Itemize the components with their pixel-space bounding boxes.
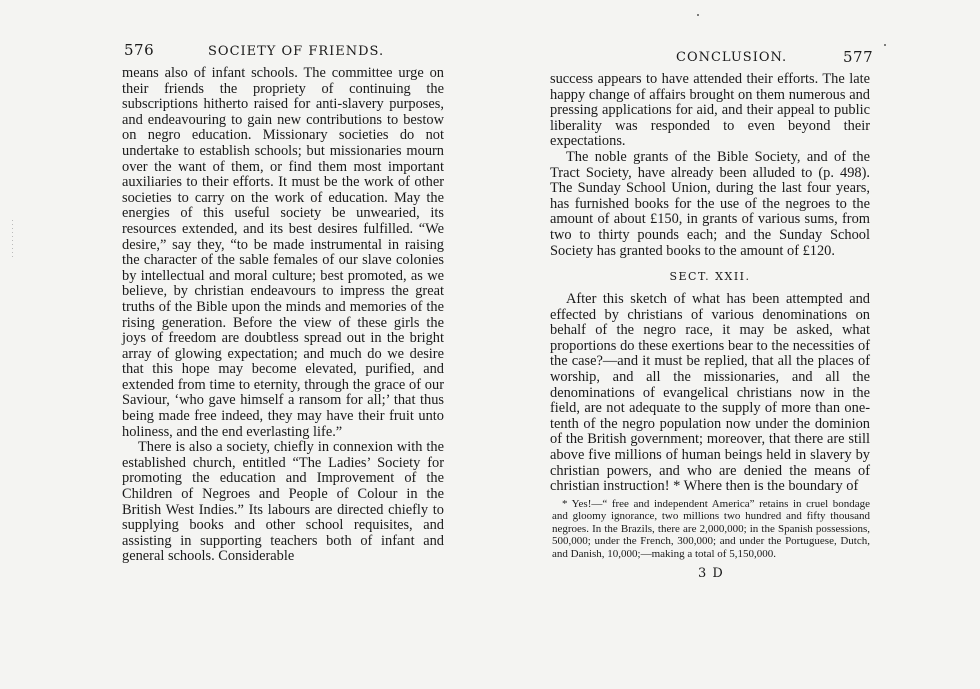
left-paragraph-2: There is also a society, chiefly in connexion with the established church, entitled “The Ladies’ Society for promoting the education and Improvement of the Children of Negroes and People of Colour in the British West Indies.” Its labours are directed chiefly to supplying books and other school requisites, and assisting in supporting teachers both of infant and general schools. Considerable [122, 439, 444, 565]
left-paragraph-1: means also of infant schools. The committee urge on their friends the propriety of continuing the subscriptions hitherto raised for anti-slavery purposes, and endeavouring to gain new contributions to bestow on negro education. Missionary societies do not undertake to establish schools; but missionaries mourn over the want of them, or find them most important auxiliaries to their efforts. It must be the work of other societies to carry on the work of education. May the energies of this useful society be unwearied, its resources extended, and its best desires fulfilled. “We desire,” say they, “to be made instrumental in raising the character of the sable females of our slave colonies by intellectual and moral culture; best promoted, as we believe, by christian endeavours to impress the great truths of the Bible upon the minds and memories of the rising generation. Before the view of these girls the joys of freedom are doubtless spread out in the bright array of glowing expectation; and much do we desire that this hope may become elevated, purified, and extended from time to eternity, through the grace of our Saviour, ‘who gave himself a ransom for all;’ that thus being made free indeed, they may have their fruit unto holiness, and the end everlasting life.” [122, 65, 444, 440]
section-title: SECT. XXII. [669, 270, 751, 283]
right-running-head: CONCLUSION. [676, 50, 788, 65]
signature-mark: 3 D [698, 566, 724, 581]
right-top-text [550, 72, 870, 259]
right-paragraph-1: success appears to have attended their efforts. The late happy change of affairs brought on them numerous and pressing applications for aid, and their appeal to public liberality was responded to even beyond their expectations. [550, 71, 870, 150]
right-page [490, 0, 980, 689]
right-paragraph-2: The noble grants of the Bible Society, and of the Tract Society, have already been alluded to (p. 498). The Sunday School Union, during the last four years, has furnished books for the use of the negroes to the amount of about £150, in grants of various sums, from two to thirty pounds each; and the Sunday School Society has granted books to the amount of £120. [550, 148, 870, 259]
right-paragraph-3: After this sketch of what has been attempted and effected by christians of various denominations on behalf of the negro race, it may be asked, what proportions do these exertions bear to the necessities of the case?—and it must be replied, that all the places of worship, and all the missionaries, and all the denominations of evangelical christians now in the field, are not adequate to the supply of more than one-tenth of the negro population now under the dominion of the British government; moreover, that there are still above five millions of human beings held in slavery by christian powers, and who are denied the means of christian instruction! * Where then is the boundary of [550, 291, 870, 495]
speck-mark [884, 44, 886, 46]
footnote: * Yes!—“ free and independent America” retains in cruel bondage and gloomy ignorance, two millions two hundred and fifty thousand negroes. In the Brazils, there are 2,000,000; in the Spanish possessions, 500,000; under the French, 300,000; and under the Portuguese, Dutch, and Danish, 10,000;—making a total of 5,150,000. [552, 498, 870, 560]
left-page-number: 576 [124, 41, 155, 59]
binding-dots-left [12, 220, 13, 260]
right-page-number: 577 [843, 48, 874, 66]
right-main-text [550, 292, 870, 495]
speck-mark [697, 14, 699, 16]
left-running-head: SOCIETY OF FRIENDS. [208, 44, 385, 59]
left-body-text [122, 66, 444, 565]
